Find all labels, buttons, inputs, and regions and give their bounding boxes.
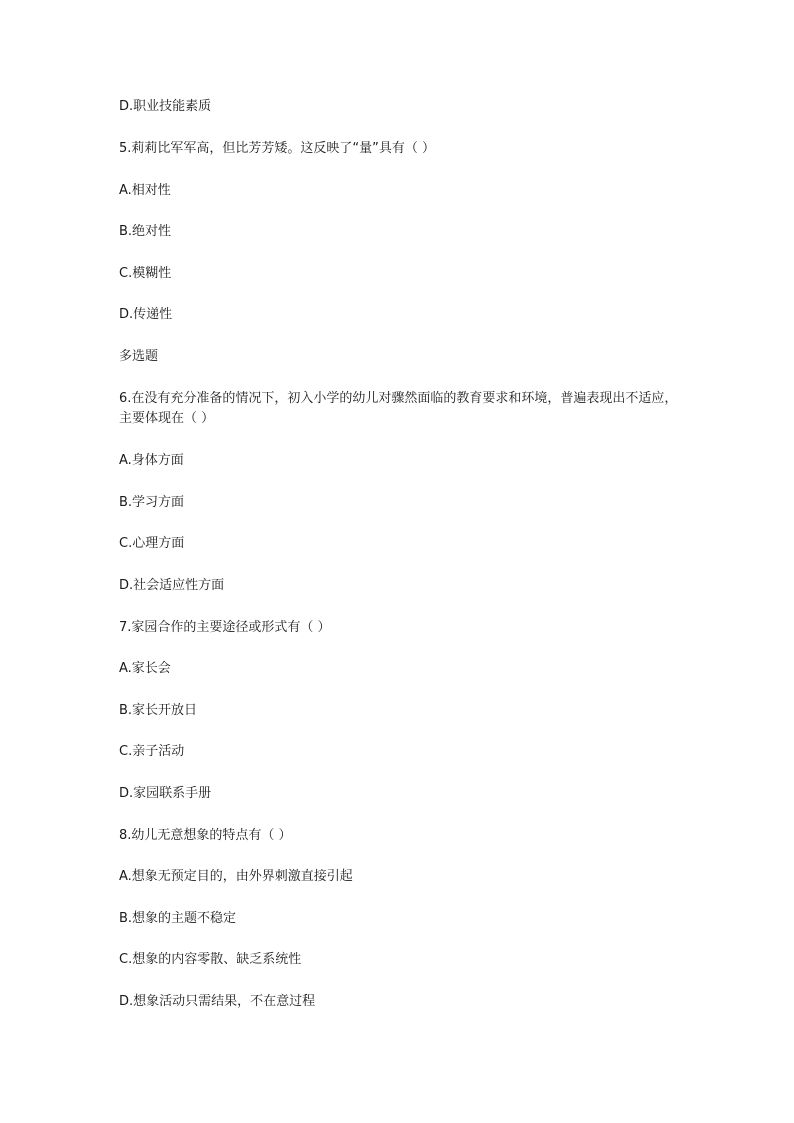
option-8c: C.想象的内容零散、缺乏系统性 — [119, 952, 302, 967]
option-6d: D.社会适应性方面 — [119, 578, 225, 593]
option-5d: D.传递性 — [119, 307, 173, 322]
question-5: 5.莉莉比军军高，但比芳芳矮。这反映了“量”具有（ ） — [119, 141, 436, 156]
option-6c: C.心理方面 — [119, 536, 185, 551]
option-6b: B.学习方面 — [119, 495, 185, 510]
question-7: 7.家园合作的主要途径或形式有（ ） — [119, 620, 331, 635]
option-7b: B.家长开放日 — [119, 703, 198, 718]
option-7a: A.家长会 — [119, 661, 171, 676]
option-4d: D.职业技能素质 — [119, 99, 212, 114]
option-8b: B.想象的主题不稳定 — [119, 911, 237, 926]
option-7d: D.家园联系手册 — [119, 786, 212, 801]
question-6: 6.在没有充分准备的情况下，初入小学的幼儿对骤然面临的教育要求和环境，普遍表现出不适应，主要体现在（ ） — [119, 391, 678, 426]
option-8d: D.想象活动只需结果，不在意过程 — [119, 994, 316, 1009]
question-8: 8.幼儿无意想象的特点有（ ） — [119, 828, 292, 843]
option-5a: A.相对性 — [119, 183, 171, 198]
option-6a: A.身体方面 — [119, 453, 184, 468]
section-heading-multiple-choice: 多选题 — [119, 349, 159, 364]
option-5b: B.绝对性 — [119, 224, 172, 239]
option-8a: A.想象无预定目的，由外界刺激直接引起 — [119, 869, 353, 884]
option-5c: C.模糊性 — [119, 266, 172, 281]
option-7c: C.亲子活动 — [119, 744, 185, 759]
